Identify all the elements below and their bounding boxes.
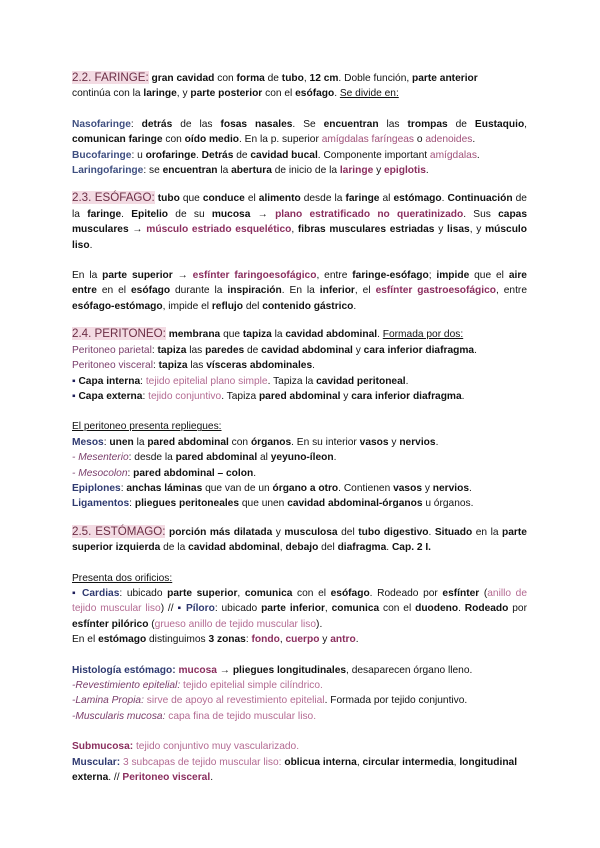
term-label: Nasofaringe (72, 118, 131, 130)
laringofaringe-paragraph: Laringofaringe: se encuentran la abertura de inicio de la laringe y epiglotis. (72, 165, 429, 177)
section-heading: 2.4. PERITONEO: (72, 327, 166, 341)
orificios-paragraph: ▪ Cardias: ubicado parte superior, comunica con el esófago. Rodeado por esfínter (anillo de tejido muscular liso) // ▪ Píloro: ubicado parte inferior, comunica con el duodeno. Rodeado por esfínter pilórico (grueso anillo de tejido muscular liso). (72, 587, 527, 630)
mesocolon: - Mesocolon: pared abdominal – colon. (72, 467, 257, 479)
document-page (72, 70, 527, 785)
section-peritoneo (72, 326, 527, 511)
term-label: Laringofaringe (72, 165, 144, 177)
term-label: Bucofaringe (72, 149, 132, 161)
bullet-icon: ▪ (72, 587, 82, 599)
mesenterio: - Mesenterio: desde la pared abdominal al yeyuno-íleon. (72, 452, 337, 464)
bullet-icon: ▪ (72, 390, 79, 402)
section-heading: 2.3. ESÓFAGO: (72, 191, 155, 205)
histologia-heading: Histología estómago: mucosa → pliegues longitudinales, desaparecen órgano lleno. (72, 664, 473, 676)
bucofaringe-paragraph: Bucofaringe: u orofaringe. Detrás de cavidad bucal. Componente important amígdalas. (72, 149, 480, 161)
section-esofago (72, 190, 527, 314)
zonas-paragraph: En el estómago distinguimos 3 zonas: fondo, cuerpo y antro. (72, 634, 359, 646)
bullet-icon: ▪ (177, 603, 186, 615)
epiplones: Epiplones: anchas láminas que van de un órgano a otro. Contienen vasos y nervios. (72, 482, 472, 494)
revestimiento-epitelial: -Revestimiento epitelial: tejido epitelial simple cilíndrico. (72, 680, 323, 691)
section-heading: 2.2. FARINGE: (72, 71, 149, 84)
section-heading: 2.5. ESTÓMAGO: (72, 524, 166, 538)
submucosa: Submucosa: tejido conjuntivo muy vascularizado. (72, 741, 300, 753)
peritoneo-parietal: Peritoneo parietal: tapiza las paredes de cavidad abdominal y cara inferior diafragma. (72, 344, 477, 356)
faringe-intro: 2.2. FARINGE: gran cavidad con forma de tubo, 12 cm. Doble función, parte anterior continúa con la laringe, y parte posterior con el esófago. Se divide en: (72, 71, 478, 100)
ligamentos: Ligamentos: pliegues peritoneales que unen cavidad abdominal-órganos u órganos. (72, 498, 474, 510)
esofago-paragraph-1: 2.3. ESÓFAGO: tubo que conduce el alimento desde la faringe al estómago. Continuación de la faringe. Epitelio de su mucosa → plano estratificado no queratinizado. Sus capas musculares → músculo estriado esquelético, fibras musculares estriadas y lisas, y músculo liso. (72, 191, 528, 251)
muscular: Muscular: 3 subcapas de tejido muscular liso: oblicua interna, circular intermedia, longitudinal externa. // Peritoneo visceral. (72, 756, 518, 784)
lamina-propia: -Lamina Propia: sirve de apoyo al revestimiento epitelial. Formada por tejido conjuntivo. (72, 695, 468, 707)
section-faringe (72, 70, 527, 178)
bullet-icon: ▪ (72, 375, 79, 387)
orificios-heading: Presenta dos orificios: (72, 572, 173, 584)
esofago-paragraph-2: En la parte superior → esfínter faringoesofágico, entre faringe-esófago; impide que el aire entre en el esófago durante la inspiración. En la inferior, el esfínter gastroesofágico, entre esófago-estómago, impide el reflujo del contenido gástrico. (72, 270, 527, 312)
capa-externa: ▪ Capa externa: tejido conjuntivo. Tapiza pared abdominal y cara inferior diafragma. (72, 390, 465, 402)
repliegues-heading: El peritoneo presenta repliegues: (72, 421, 222, 433)
muscularis-mucosa: -Muscularis mucosa: capa fina de tejido muscular liso. (72, 710, 317, 722)
peritoneo-intro: 2.4. PERITONEO: membrana que tapiza la cavidad abdominal. Formada por dos: (72, 327, 464, 341)
section-estomago (72, 524, 527, 786)
nasofaringe-paragraph: Nasofaringe: detrás de las fosas nasales. Se encuentran las trompas de Eustaquio, comunican faringe con oído medio. En la p. superior amígdalas faríngeas o adenoides. (72, 118, 528, 146)
mesos: Mesos: unen la pared abdominal con órganos. En su interior vasos y nervios. (72, 436, 439, 448)
estomago-intro: 2.5. ESTÓMAGO: porción más dilatada y musculosa del tubo digestivo. Situado en la parte superior izquierda de la cavidad abdominal, debajo del diafragma. Cap. 2 I. (72, 524, 527, 554)
peritoneo-visceral: Peritoneo visceral: tapiza las vísceras abdominales. (72, 360, 315, 372)
capa-interna: ▪ Capa interna: tejido epitelial plano simple. Tapiza la cavidad peritoneal. (72, 375, 409, 387)
